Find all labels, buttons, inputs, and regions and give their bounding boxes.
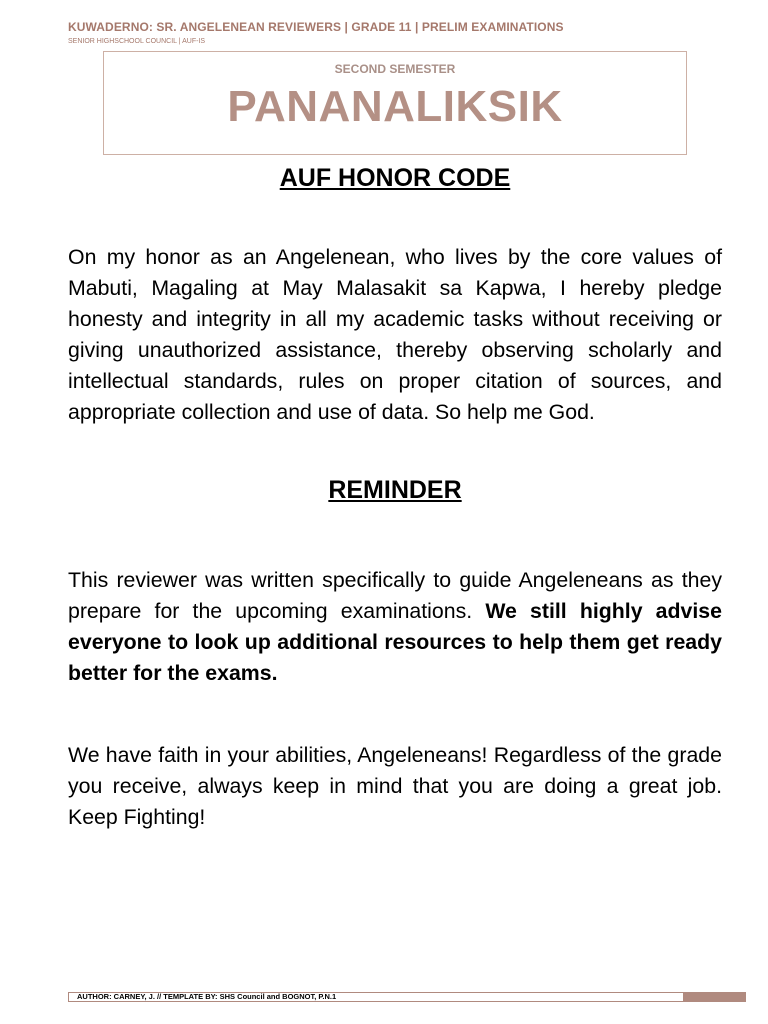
honor-code-text: On my honor as an Angelenean, who lives by the core values of Mabuti, Magaling at May Malasakit sa Kapwa, I hereby pledge honesty and integrity in all my academic tasks without receiving or giving unauthorized assistance, thereby observing scholarly and intellectual standards, rules on proper citation of sources, and appropriate collection and use of data. So help me God.: [68, 245, 722, 424]
reminder-paragraph-2: We have faith in your abilities, Angeleneans! Regardless of the grade you receive, always keep in mind that you are doing a great job. Keep Fighting!: [68, 743, 722, 829]
header-subtitle: SENIOR HIGHSCHOOL COUNCIL | AUF-IS: [68, 38, 206, 45]
header-title: KUWADERNO: SR. ANGELENEAN REVIEWERS | GRADE 11 | PRELIM EXAMINATIONS: [68, 20, 564, 34]
reminder-paragraph-1: [68, 565, 722, 689]
subject-banner: [103, 51, 687, 155]
footer-accent-block: [683, 993, 745, 1001]
footer-author: AUTHOR: CARNEY, J. // TEMPLATE BY: SHS Council and BOGNOT, P.N.1: [77, 992, 337, 1001]
footer-bar: [68, 992, 746, 1002]
semester-label: SECOND SEMESTER: [334, 62, 456, 76]
honor-code-heading: AUF HONOR CODE: [279, 164, 511, 192]
subject-title: PANANALIKSIK: [227, 82, 563, 131]
reminder-paragraph-1-normal: This reviewer was written specifically to guide Angeleneans as they prepare for the upcoming examinations.: [68, 568, 722, 623]
reminder-paragraph-1-bold: We still highly advise everyone to look up additional resources to help them get ready better for the exams.: [68, 599, 722, 685]
reminder-heading: REMINDER: [328, 476, 462, 504]
